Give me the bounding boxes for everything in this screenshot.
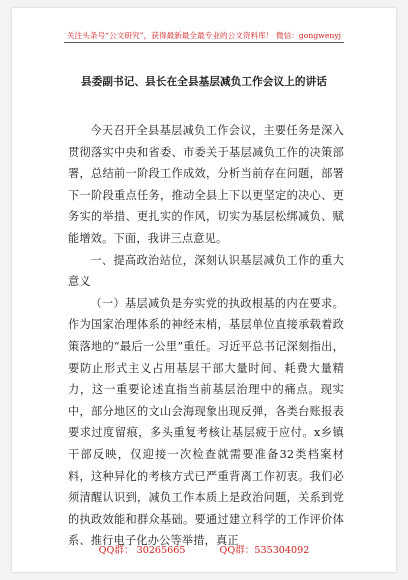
section-heading: 一、提高政治站位，深刻认识基层减负工作的重大意义 bbox=[68, 253, 344, 289]
footer-contacts bbox=[12, 542, 396, 556]
document-title: 县委副书记、县长在全县基层减负工作会议上的讲话 bbox=[81, 76, 327, 88]
document-page bbox=[12, 8, 396, 572]
body-paragraph: （一）基层减负是夯实党的执政根基的内在要求。作为国家治理体系的神经末梢，基层单位直接承载着政策落地的“最后一公里”重任。习近平总书记深刻指出，要防止形式主义占用基层干部大量时间、耗费大量精力，这一重要论述直指当前基层治理中的痛点。现实中，部分地区的文山会海现象出现反弹，各类台账报表要求过度留痕，多头重复考核让基层疲于应付。x乡镇干部反映，仅迎接一次检查就需要准备32类档案材料，这种异化的考核方式已严重背离工作初衷。我们必须清醒认识到，减负工作本质上是政治问题，关系到党的执政效能和群众基础。要通过建立科学的工作评价体系、推行电子化办公等举措，真正 bbox=[68, 296, 344, 548]
header-notice: 关注头条号“公文研究”，获得最新最全最专业的公文资料库！ 微信：gongwenyj bbox=[66, 31, 342, 40]
header-divider bbox=[64, 42, 344, 43]
qq-group-1: QQ群： 30265665 bbox=[98, 545, 186, 556]
opening-paragraph: 今天召开全县基层减负工作会议，主要任务是深入贯彻落实中央和省委、市委关于基层减负工作的决策部署，总结前一阶段工作成效，分析当前存在问题，部署下一阶段重点任务，推动全县上下以更坚定的决心、更务实的举措、更扎实的作风，切实为基层松绑减负、赋能增效。下面，我讲三点意见。 bbox=[68, 124, 344, 245]
document-body bbox=[68, 120, 344, 552]
qq-group-2: QQ群：535304092 bbox=[219, 545, 310, 556]
